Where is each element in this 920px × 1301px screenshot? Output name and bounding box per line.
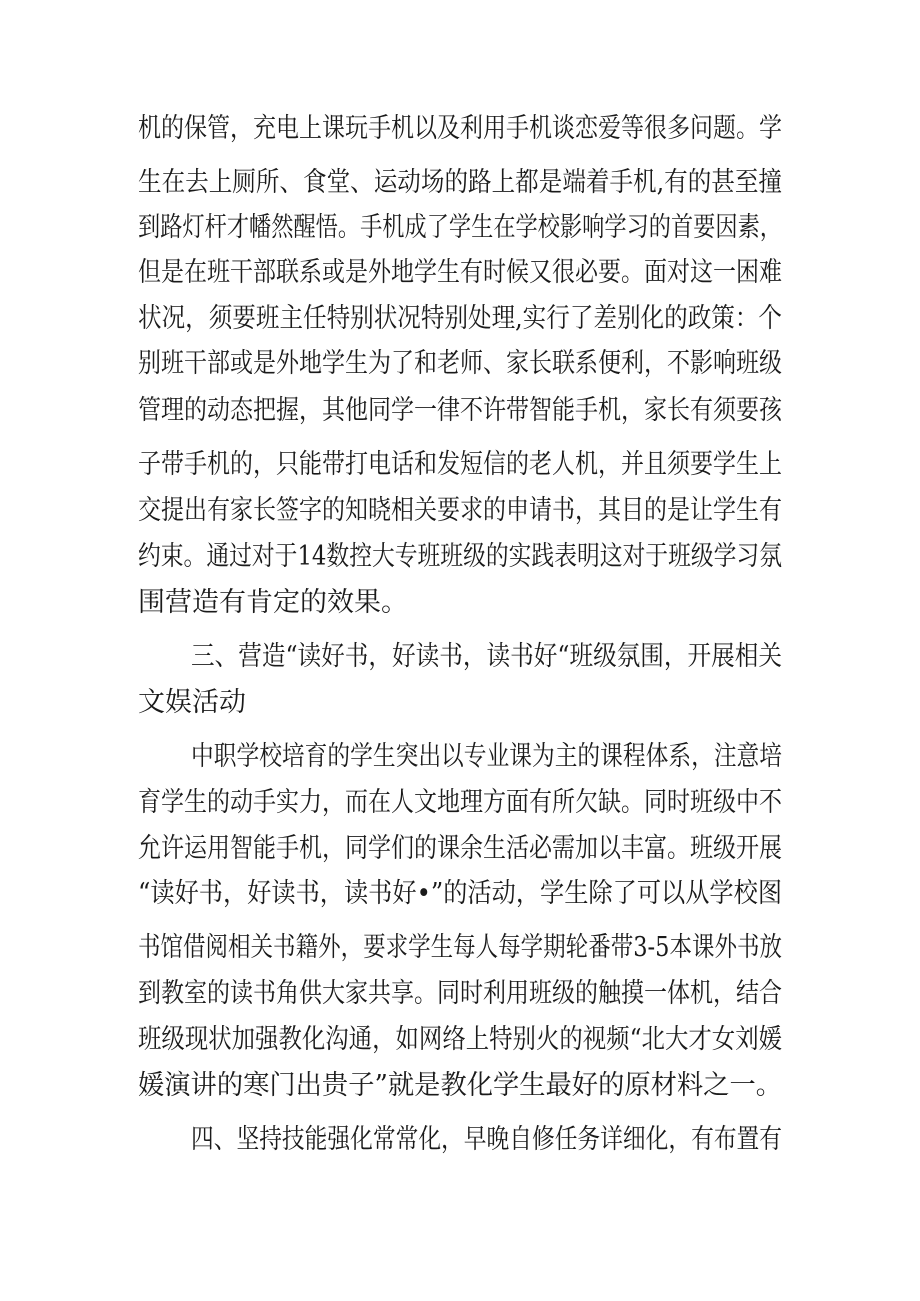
text-line bbox=[0, 734, 920, 780]
text-line bbox=[0, 106, 920, 152]
text-line bbox=[0, 971, 920, 1017]
section-heading-3 bbox=[0, 634, 920, 680]
line-text: 围营造有肯定的效果。 bbox=[138, 587, 408, 618]
text-line bbox=[0, 871, 920, 917]
line-text: 三、营造“读好书，好读书，读书好“班级氛围，开展相关 bbox=[191, 641, 783, 672]
line-text: “读好书，好读书，读书好•”的活动，学生除了可以从学校图 bbox=[138, 878, 783, 909]
text-line bbox=[0, 1063, 920, 1109]
line-text: 允许运用智能手机，同学们的课余生活必需加以丰富。班级开展 bbox=[138, 833, 783, 864]
line-text: 媛演讲的寒门出贵子”就是教化学生最好的原材料之一。 bbox=[138, 1070, 783, 1101]
text-line bbox=[0, 925, 920, 971]
text-line bbox=[0, 205, 920, 251]
text-line bbox=[0, 534, 920, 580]
section-heading-4 bbox=[0, 1117, 920, 1163]
text-line bbox=[0, 388, 920, 434]
text-line bbox=[0, 296, 920, 342]
text-line bbox=[0, 341, 920, 387]
line-text: 到路灯杆才幡然醒悟。手机成了学生在学校影响学习的首要因素， bbox=[138, 212, 783, 243]
line-text: 状况，须要班主任特别状况特别处理,实行了差别化的政策：个 bbox=[138, 303, 782, 334]
text-line bbox=[0, 826, 920, 872]
line-text: 文娱活动 bbox=[138, 687, 246, 718]
line-text: 四、坚持技能强化常常化，早晚自修任务详细化，有布置有 bbox=[191, 1124, 783, 1155]
line-text: 但是在班干部联系或是外地学生有时候又很必要。面对这一困难 bbox=[138, 257, 783, 288]
text-line bbox=[0, 1017, 920, 1063]
line-text: 管理的动态把握，其他同学一律不许带智能手机，家长有须要孩 bbox=[138, 395, 783, 426]
line-text: 子带手机的，只能带打电话和发短信的老人机，并且须要学生上 bbox=[138, 449, 783, 480]
line-text: 中职学校培育的学生突出以专业课为主的课程体系，注意培 bbox=[191, 741, 783, 772]
text-line bbox=[0, 250, 920, 296]
line-text: 育学生的动手实力，而在人文地理方面有所欠缺。同时班级中不 bbox=[138, 787, 783, 818]
line-text: 生在去上厕所、食堂、运动场的路上都是端着手机,有的甚至撞 bbox=[138, 167, 782, 198]
text-line bbox=[0, 442, 920, 488]
text-line bbox=[0, 780, 920, 826]
line-text: 别班干部或是外地学生为了和老师、家长联系便利，不影响班级 bbox=[138, 348, 783, 379]
line-text: 交提出有家长签字的知晓相关要求的申请书，其目的是让学生有 bbox=[138, 495, 783, 526]
line-text: 机的保管，充电上课玩手机以及利用手机谈恋爱等很多问题。学 bbox=[138, 113, 783, 144]
text-line bbox=[0, 580, 920, 626]
text-line bbox=[0, 488, 920, 534]
section-heading-3-continued bbox=[0, 680, 920, 726]
line-text: 到教室的读书角供大家共享。同时利用班级的触摸一体机，结合 bbox=[138, 978, 783, 1009]
line-text: 约束。通过对于14数控大专班班级的实践表明这对于班级学习氛 bbox=[138, 541, 782, 572]
line-text: 书馆借阅相关书籍外，要求学生每人每学期轮番带3-5本课外书放 bbox=[138, 932, 783, 963]
line-text: 班级现状加强教化沟通，如网络上特别火的视频“北大才女刘媛 bbox=[138, 1024, 783, 1055]
text-line bbox=[0, 160, 920, 206]
